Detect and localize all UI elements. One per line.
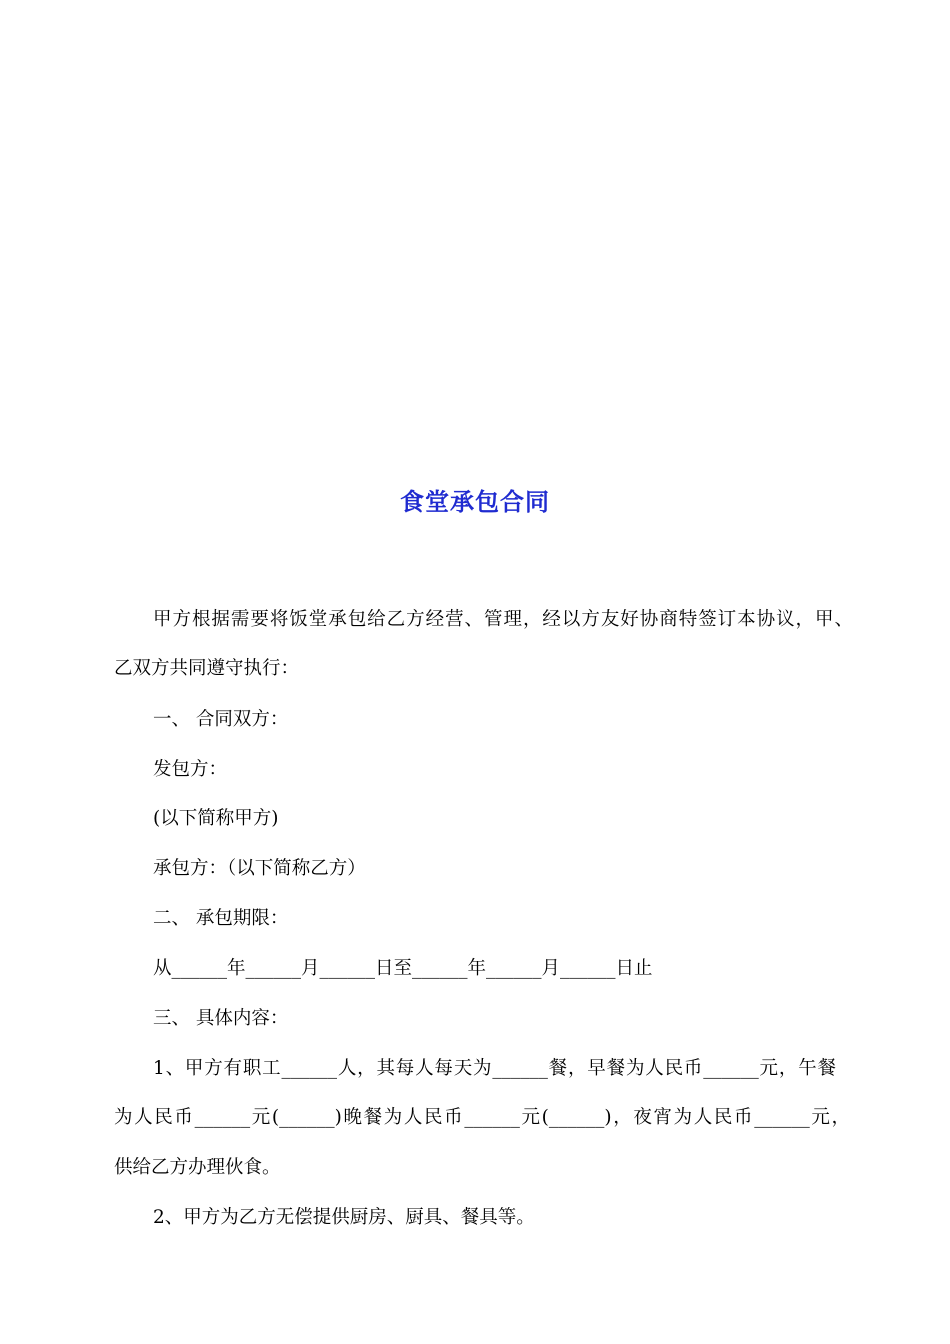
- document-title: 食堂承包合同: [400, 487, 550, 516]
- term-dates-line: 从______年______月______日至______年______月______日止: [153, 958, 653, 979]
- section-heading-term: 二、 承包期限：: [153, 908, 289, 929]
- clause-1-line-1: 1、甲方有职工______人，其每人每天为______餐，早餐为人民币______元，午餐: [153, 1058, 836, 1079]
- section-heading-parties: 一、 合同双方：: [153, 709, 289, 730]
- paragraph-intro-line-1: 甲方根据需要将饭堂承包给乙方经营、管理，经以方友好协商特签订本协议，甲、: [153, 609, 853, 630]
- clause-1-line-3: 供给乙方办理伙食。: [114, 1157, 281, 1178]
- section-heading-content: 三、 具体内容：: [153, 1008, 289, 1029]
- party-a-label: 发包方：: [153, 759, 228, 780]
- party-b-label: 承包方：（以下简称乙方）: [153, 858, 366, 879]
- clause-2-line-1: 2、甲方为乙方无偿提供厨房、厨具、餐具等。: [153, 1207, 535, 1228]
- paragraph-intro-line-2: 乙双方共同遵守执行：: [114, 658, 300, 679]
- party-a-note: (以下简称甲方): [153, 808, 279, 829]
- clause-1-line-2: 为人民币______元(______)晚餐为人民币______元(______)，夜宵为人民币______元，: [114, 1107, 850, 1128]
